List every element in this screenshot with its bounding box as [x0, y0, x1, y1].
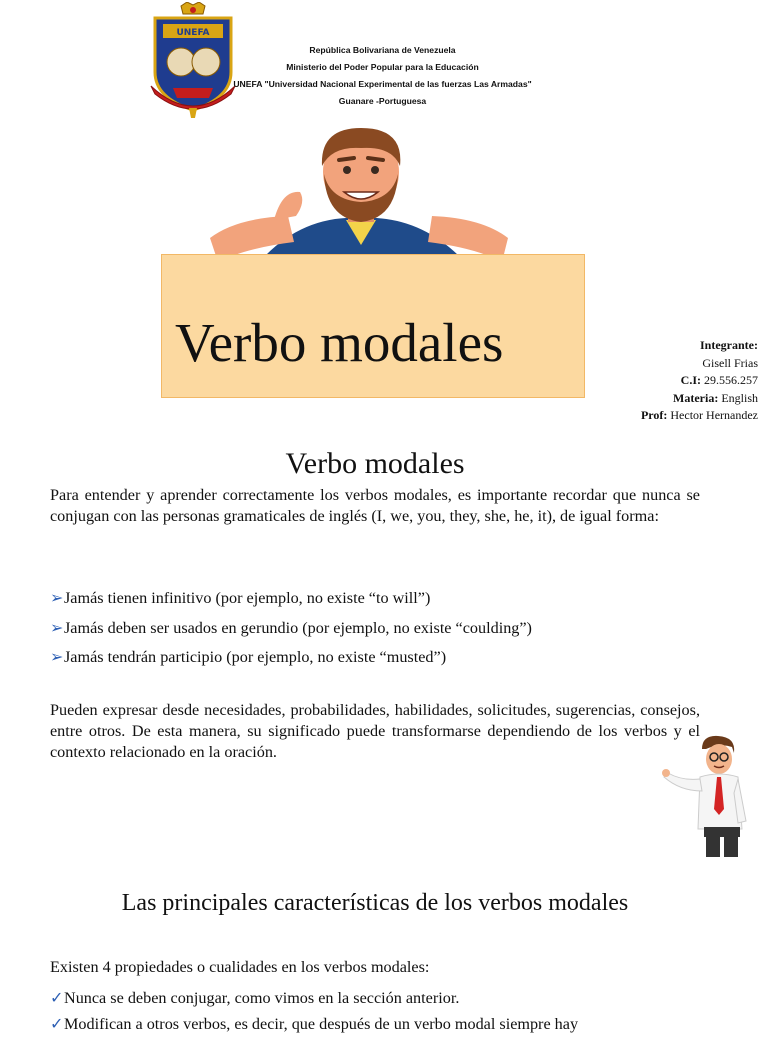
list-item [50, 1011, 750, 1037]
list-item [50, 584, 730, 614]
arrow-bullet-icon: ➢ [50, 618, 64, 637]
subject-value: English [721, 390, 758, 405]
check-icon: ✓ [50, 989, 64, 1007]
prof-value: Hector Hernandez [670, 408, 758, 422]
intro-paragraph: Para entender y aprender correctamente los verbos modales, es importante recordar que nunca se conjugan con las personas gramaticales de inglés (I, we, you, they, she, he, it), de igual forma: [50, 486, 700, 525]
ci-value: 29.556.257 [704, 373, 758, 387]
university-line: UNEFA "Universidad Nacional Experimental de las fuerzas Las Armadas" [233, 79, 532, 89]
arrow-bullet-icon: ➢ [50, 589, 64, 607]
bullet-text: Jamás tienen infinitivo (por ejemplo, no existe “to will”) [64, 589, 431, 607]
check-icon: ✓ [50, 1015, 64, 1033]
logo-text: UNEFA [176, 28, 210, 38]
institution-header [210, 42, 555, 110]
ministry-line: Ministerio del Poder Popular para la Educación [286, 62, 479, 72]
check-list [50, 985, 750, 1037]
properties-intro: Existen 4 propiedades o cualidades en los verbos modales: [50, 958, 430, 976]
list-item [50, 643, 730, 673]
ci-label: C.I: [680, 373, 701, 387]
prof-label: Prof: [640, 408, 668, 422]
section-title-modal-verbs: Verbo modales [285, 447, 465, 480]
location-line: Guanare -Portuguesa [338, 96, 427, 106]
country-line: República Bolivariana de Venezuela [309, 45, 456, 55]
arrow-bullet-icon: ➢ [50, 648, 64, 666]
teacher-illustration [662, 733, 752, 861]
check-text: Nunca se deben conjugar, como vimos en la sección anterior. [64, 989, 460, 1007]
list-item [50, 614, 730, 644]
student-heading: Integrante: [700, 338, 758, 352]
cover-title: Verbo modales [175, 312, 504, 373]
subject-label: Materia: [673, 390, 719, 405]
student-name: Gisell Frias [702, 355, 758, 370]
student-info [641, 337, 758, 425]
bullet-list [50, 584, 730, 673]
bullet-text: Jamás tendrán participio (por ejemplo, no existe “musted”) [64, 648, 447, 666]
bullet-text: Jamás deben ser usados en gerundio (por ejemplo, no existe “coulding”) [64, 618, 532, 637]
check-text: Modifican a otros verbos, es decir, que después de un verbo modal siempre hay [64, 1015, 579, 1033]
usage-paragraph: Pueden expresar desde necesidades, probabilidades, habilidades, solicitudes, sugerencias, consejos, entre otros. De esta manera, su significado puede transformarse dependiendo de los verbos y el contexto relacionado en la oración. [50, 701, 700, 761]
list-item [50, 985, 750, 1011]
section-title-characteristics: Las principales características de los verbos modales [121, 890, 629, 916]
